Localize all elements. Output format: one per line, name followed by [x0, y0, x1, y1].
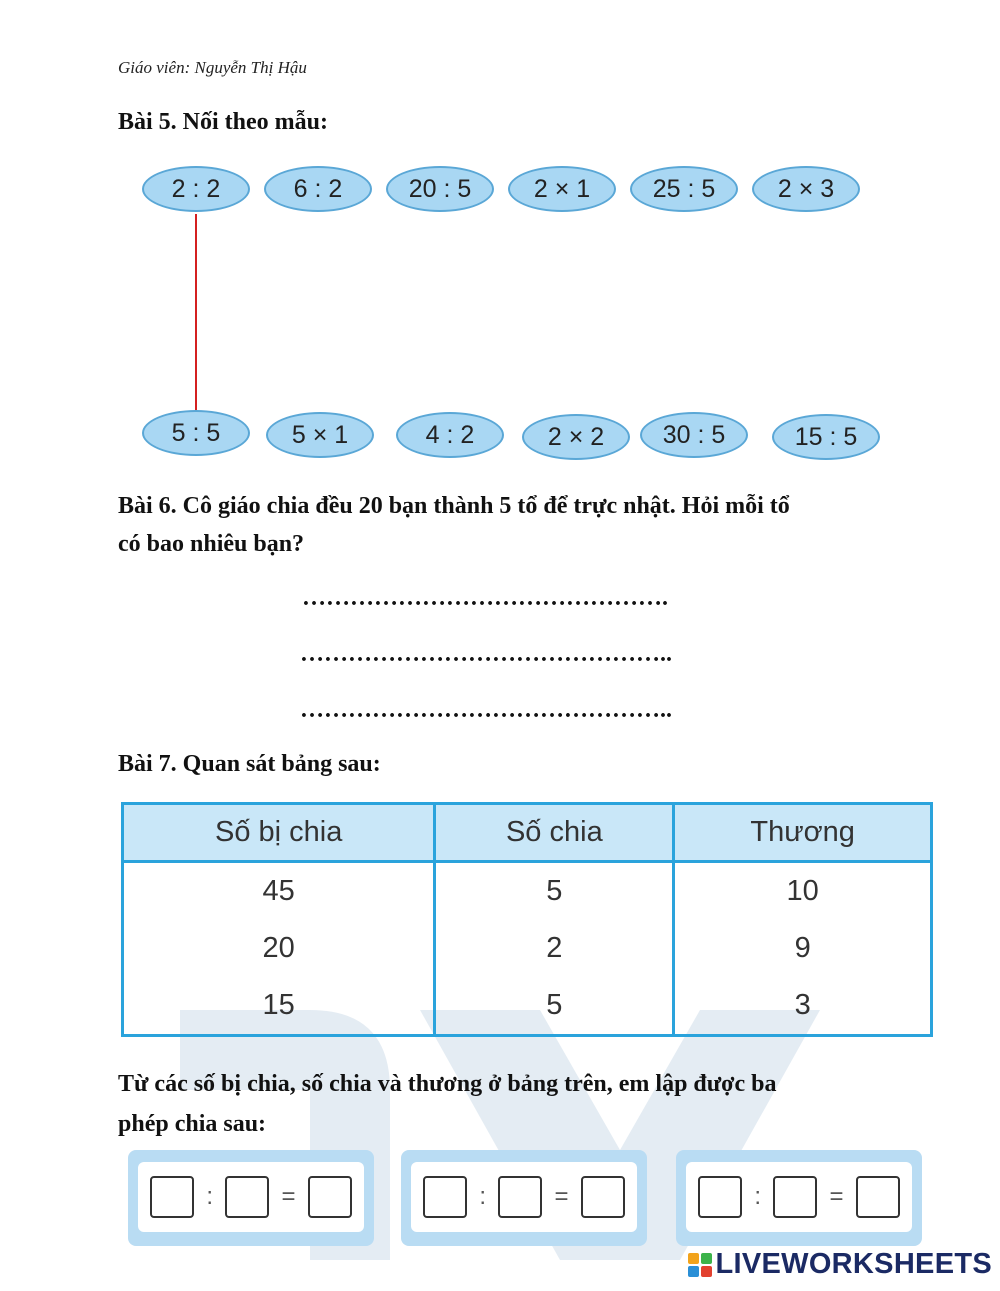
oval-top-1[interactable]: 2 : 2: [142, 166, 250, 212]
exercise-5-title: Bài 5. Nối theo mẫu:: [118, 109, 328, 135]
oval-top-2[interactable]: 6 : 2: [264, 166, 372, 212]
quotient-input-box[interactable]: [856, 1176, 900, 1218]
equation-box-3: [676, 1150, 922, 1246]
oval-bottom-1[interactable]: 5 : 5: [142, 410, 250, 456]
table-cell: 5: [435, 862, 674, 921]
header-divisor: Số chia: [435, 804, 674, 862]
equals-sign: =: [829, 1183, 844, 1210]
answer-line-3[interactable]: ………………………………………..: [300, 697, 672, 723]
answer-line-1[interactable]: ……………………………………….: [302, 585, 668, 611]
table-cell: 9: [674, 920, 932, 977]
division-sign: :: [479, 1183, 487, 1210]
divisor-input-box[interactable]: [773, 1176, 817, 1218]
logo-icon: [688, 1253, 712, 1277]
table-header-row: [123, 804, 932, 862]
table-row: [123, 920, 932, 977]
exercise-7-title: Bài 7. Quan sát bảng sau:: [118, 751, 381, 777]
dividend-input-box[interactable]: [698, 1176, 742, 1218]
table-cell: 15: [123, 977, 435, 1036]
oval-bottom-6[interactable]: 15 : 5: [772, 414, 880, 460]
division-sign: :: [754, 1183, 762, 1210]
equals-sign: =: [554, 1183, 569, 1210]
header-quotient: Thương: [674, 804, 932, 862]
dividend-input-box[interactable]: [423, 1176, 467, 1218]
liveworksheets-logo: [688, 1248, 993, 1281]
table-cell: 20: [123, 920, 435, 977]
teacher-name: Giáo viên: Nguyễn Thị Hậu: [118, 58, 307, 77]
quotient-input-box[interactable]: [581, 1176, 625, 1218]
table-cell: 3: [674, 977, 932, 1036]
header-dividend: Số bị chia: [123, 804, 435, 862]
quotient-input-box[interactable]: [308, 1176, 352, 1218]
oval-bottom-5[interactable]: 30 : 5: [640, 412, 748, 458]
answer-line-2[interactable]: ………………………………………..: [300, 641, 672, 667]
exercise-6-question-line1: Bài 6. Cô giáo chia đều 20 bạn thành 5 tổ để trực nhật. Hỏi mỗi tổ: [118, 493, 790, 519]
table-row: [123, 977, 932, 1036]
logo-text: LIVEWORKSHEETS: [715, 1248, 992, 1280]
divisor-input-box[interactable]: [225, 1176, 269, 1218]
oval-top-5[interactable]: 25 : 5: [630, 166, 738, 212]
table-row: [123, 862, 932, 921]
oval-bottom-2[interactable]: 5 × 1: [266, 412, 374, 458]
table-cell: 5: [435, 977, 674, 1036]
oval-top-4[interactable]: 2 × 1: [508, 166, 616, 212]
division-table: [121, 802, 933, 1037]
exercise-6-question-line2: có bao nhiêu bạn?: [118, 531, 305, 557]
oval-bottom-3[interactable]: 4 : 2: [396, 412, 504, 458]
division-sign: :: [206, 1183, 214, 1210]
equals-sign: =: [281, 1183, 296, 1210]
oval-top-3[interactable]: 20 : 5: [386, 166, 494, 212]
example-connect-line: [195, 214, 197, 411]
table-cell: 2: [435, 920, 674, 977]
table-cell: 10: [674, 862, 932, 921]
oval-bottom-4[interactable]: 2 × 2: [522, 414, 630, 460]
table-cell: 45: [123, 862, 435, 921]
oval-top-6[interactable]: 2 × 3: [752, 166, 860, 212]
exercise-7-instruction-line1: Từ các số bị chia, số chia và thương ở bảng trên, em lập được ba: [118, 1071, 777, 1097]
exercise-7-instruction-line2: phép chia sau:: [118, 1111, 267, 1137]
dividend-input-box[interactable]: [150, 1176, 194, 1218]
divisor-input-box[interactable]: [498, 1176, 542, 1218]
equation-box-1: [128, 1150, 374, 1246]
equation-box-2: [401, 1150, 647, 1246]
